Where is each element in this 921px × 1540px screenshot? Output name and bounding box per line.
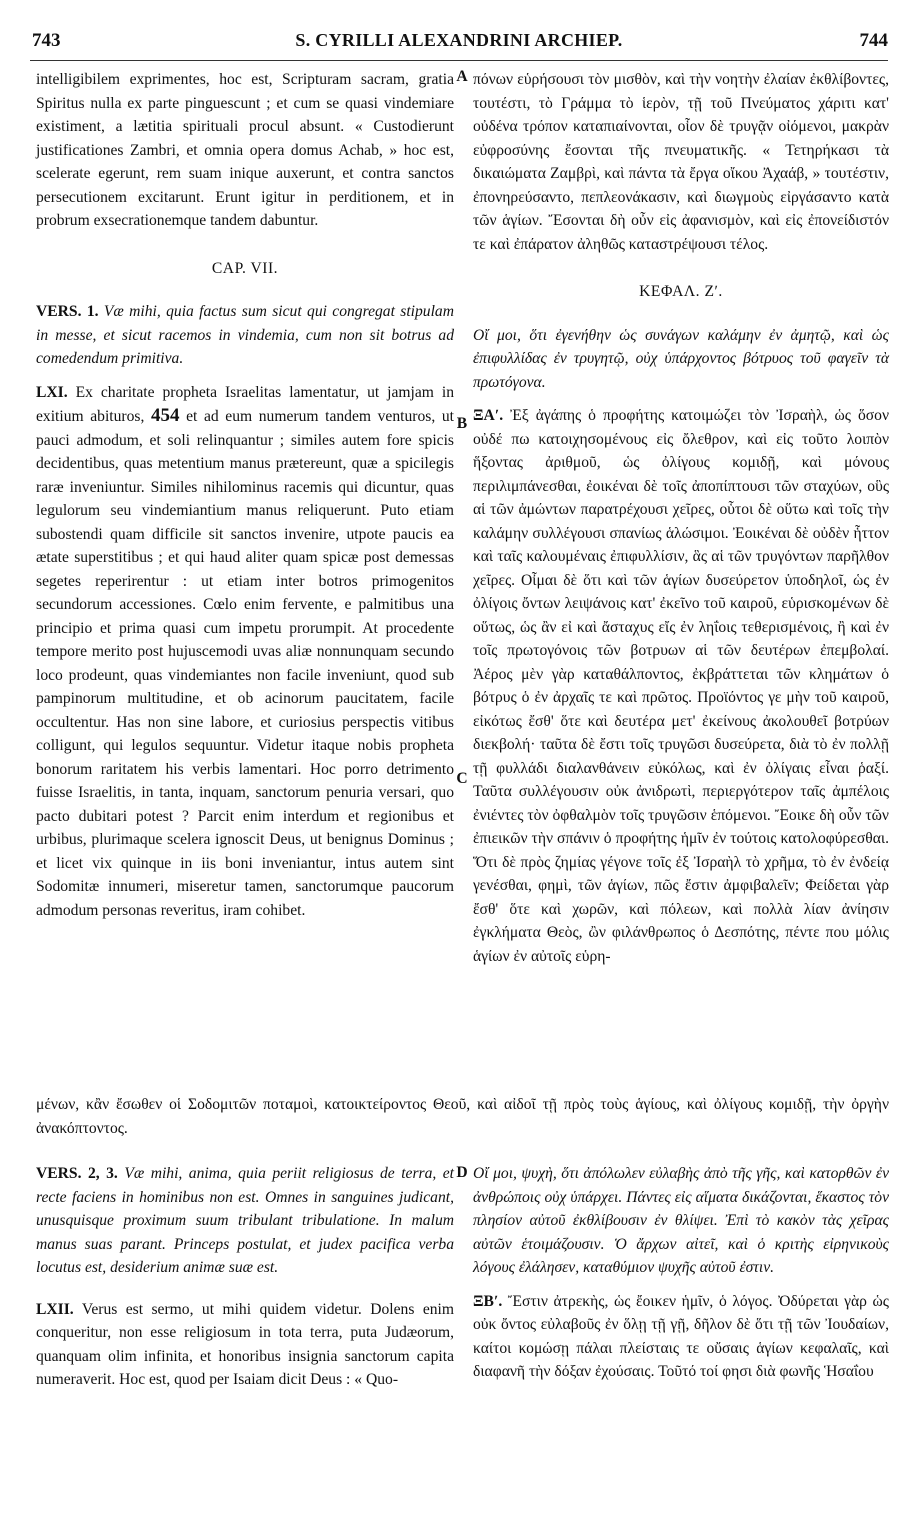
greek-continuation-text: μένων, κἂν ἔσωθεν οἱ Σοδομιτῶν ποταμοὶ, κατοικτείροντος Θεοῦ, καὶ αἰδοῖ τῇ πρὸς τοὺς ἁγίους, καὶ ὀλίγους κομιδῇ, τὴν ὀργὴν ἀνακόπτοντος. xyxy=(36,1096,889,1137)
greek-verse-1: Οἴ μοι, ὅτι ἐγενήθην ὡς συνάγων καλάμην ἐν ἀμητῷ, καὶ ὡς ἐπιφυλλίδας ἐν τρυγητῷ, οὐχ ὑπάρχοντος βότρυος τοῦ φαγεῖν τὰ πρωτόγονα. xyxy=(473,326,889,391)
latin-section-lxi-text-a: Ex charitate propheta Israelitas lamentatur, ut jamjam in exitium abituros, xyxy=(36,383,454,425)
latin-verses-2-3-label: VERS. 2, 3. xyxy=(36,1165,118,1182)
greek-section-xa-label: ΞΑʹ. xyxy=(473,407,504,424)
latin-column xyxy=(36,68,454,922)
latin-verse-1 xyxy=(36,300,454,371)
greek-chapter-heading: ΚΕΦΑΛ. Ζʹ. xyxy=(639,283,723,300)
latin-intro: intelligibilem exprimentes, hoc est, Scripturam sacram, gratia Spiritus nulla ex parte pinguescunt ; et cum se quasi vindemiare existiment, a lætitia spirituali procul absunt. « Custodierunt justificationes Zambri, et omnia opera domus Achab, » hoc est, scelerate egerunt, rem suam inique auxerunt, et contra sanctos persecutionem excitarunt. Erunt igitur in perditionem, et in probrum exsecrationemque tandem dabuntur. xyxy=(36,71,454,229)
latin-verses-2-3 xyxy=(36,1162,454,1280)
margin-letter-c: C xyxy=(456,770,468,787)
running-title: S. CYRILLI ALEXANDRINI ARCHIEP. xyxy=(295,30,623,50)
page-number-right: 744 xyxy=(859,30,888,51)
latin-verse-1-text: Væ mihi, quia factus sum sicut qui congregat stipulam in messe, et sicut racemos in vindemia, cum non sit botrus ad comedendum primitiva. xyxy=(36,303,454,367)
margin-letter-a: A xyxy=(456,68,468,85)
running-header xyxy=(30,30,888,60)
latin-chapter-heading: CAP. VII. xyxy=(211,259,279,277)
margin-letter-d: D xyxy=(456,1164,468,1181)
greek-section-xa xyxy=(473,404,889,968)
greek-verses-2-3: Οἴ μοι, ψυχὴ, ὅτι ἀπόλωλεν εὐλαβὴς ἀπὸ τῆς γῆς, καὶ κατορθῶν ἐν ἀνθρώποις οὐχ ὑπάρχει. Πάντες εἰς αἵματα δικάζονται, ἕκαστος τὸν πλησίον αὐτοῦ ἐκθλίβουσιν ἐν θλίψει. Ἐπὶ τὸ κακὸν τὰς χεῖρας αὐτῶν ἑτοιμάζουσιν. Ὁ ἄρχων αἰτεῖ, καὶ ὁ κριτὴς εἰρηνικοὺς λόγους ἐλάλησεν, καταθύμιον ψυχῆς αὐτοῦ ἐστιν. xyxy=(473,1165,889,1276)
latin-section-lxii-label: LXII. xyxy=(36,1300,74,1318)
greek-intro: πόνων εὑρήσουσι τὸν μισθὸν, καὶ τὴν νοητὴν ἐλαίαν ἐκθλίβοντες, τουτέστι, τὸ Γράμμα τὸ ἱερὸν, τῇ τοῦ Πνεύματος χάριτι κατ' οὐδένα τρόπον καταπιαίνονται, οἷον δὲ τρυγᾷν οἰόμενοι, μακρὰν εὐφροσύνης ἔσονται τῆς πνευματικῆς. « Τετηρήκασι τὰ δικαιώματα Ζαμβρὶ, καὶ πάντα τὰ ἔργα οἴκου Ἀχαάβ, » τουτέστιν, ἐπονηρεύσαντο, πεπλεονάκασιν, καὶ διωγμοὺς εἰργάσαντο κατὰ τῶν ἁγίων. Ἔσονται δὴ οὖν εἰς ἀφανισμὸν, καὶ εἰς ἐπονείδιστόν τε καὶ ἐπάρατον ἀληθῶς καταστρέψουσι τέλος. xyxy=(473,71,889,253)
greek-lower-column xyxy=(473,1162,889,1384)
greek-full-width-continuation xyxy=(36,1093,889,1140)
greek-section-xa-text: Ἐξ ἀγάπης ὁ προφήτης κατοιμώζει τὸν Ἰσραὴλ, ὡς ὅσον οὐδέ πω κατοιχησομένους εἰς ὄλεθρον, καὶ εἰς τοῦτο λοιπὸν ἥξοντας ἀριθμοῦ, ὡς ὀλίγους κομιδῇ, καὶ μόνους περιλιμπάνεσθαι, ἐοικέναι δὲ τοῖς ἀποπίπτουσι τῶν σταχύων, οὓς αἱ τῶν ἀμώντων παρατρέχουσι χεῖρες, οὗτοι δὲ οὕτω καὶ τοῖς τὴν καλάμην συλλέγουσι σπανίως ἁλώσιμοι. Ἐοικέναι δὲ οὐδὲν ἧττον καὶ ταῖς καλουμέναις ἐπιφυλλίσιν, ἃς αἱ τῶν τρυγόντων παρῆλθον χεῖρες. Οἶμαι δὲ ὅτι καὶ τῶν ἁγίων δυσεύρετον ὑποδηλοῖ, ὡς ἐν ὀλίγοις ὄντων λειψάνοις κατ' ἐκεῖνο τοῦ καιροῦ, εὑρισκομένων δὲ οὕτως, ὡς ἂν εἰ καὶ ἄσταχυς εἴς ἐν ληΐοις τεθερισμένοις, ἢ καὶ ἐν τοῖς πρωτογόνοις τῶν βοτρυων αἱ τῶν δευτέρων ἐπεμβολαί. Ἀέρος μὲν γὰρ καταθάλποντος, ἐκβράττεται τῶν κλημάτων ὁ βότρυς ὁ ἐν ἀρχαῖς τε καὶ πρῶτος. Προϊόντος γε μὴν τοῦ καιροῦ, εἰκότως ἔσθ' ὅτε καὶ δευτέρα μετ' ἐκείνους ἀκολουθεῖ βοτρύων διεκβολή· ταῦτα δὲ ἔστι τοῖς τρυγῶσι δυσεύρετα, διὰ τὸ ἐν πολλῇ τῇ φυλλάδι διαλανθάνειν εὐκόλως, καὶ ἐν ὀλίγαις εἶναι ῥαξί. Ταῦτα συλλέγουσιν οὐκ ἀνιδρωτὶ, περιεργότερον ταῖς ἀμπέλοις ἐνιέντες τὸν ὀφθαλμὸν τοῖς τρυγῶσιν ἑπόμενοι. Ἔοικε δὴ οὖν τῶν ἐπιεικῶν τὴν σπάνιν ὁ προφήτης ἡμῖν ἐν τούτοις κατολοφύρεσθαι. Ὅτι δὲ πρὸς ζημίας γέγονε τοῖς ἐξ Ἰσραὴλ τὸ χρῆμα, τὸ ἐν ἐνδείᾳ γενέσθαι, φημὶ, τῶν ἁγίων, πῶς ἔστιν ἀμφιβαλεῖν; Φείδεται γὰρ ἔσθ' ὅτε καὶ χωρῶν, καὶ πόλεων, καὶ πολλὰ λίαν ἀνίησιν ἐγκλήματα Θεὸς, ὢν φιλάνθρωπος ὁ Δεσπότης, πέντε που μόλις ἁγίων ἐν αὐτοῖς εὑρη- xyxy=(473,407,889,965)
latin-section-lxi xyxy=(36,381,454,923)
greek-section-xb-text: Ἔστιν ἀτρεκὴς, ὡς ἔοικεν ἡμῖν, ὁ λόγος. Ὀδύρεται γὰρ ὡς οὐκ ὄντος εὐλαβοῦς ἐν ὅλῃ τῇ γῇ, δῆλον δὲ ὅτι τῇ τῶν Ἰουδαίων, καίτοι κομώσῃ πάλαι πλείσταις τε οὔσαις ἁγίων κεφαλαῖς, καὶ διαφανῆ τὴν δόξαν ἐχούσαις. Τοῦτό τοί φησι διὰ φωνῆς Ἡσαΐου xyxy=(473,1292,889,1380)
latin-section-lxi-label: LXI. xyxy=(36,383,68,401)
latin-section-lxi-text-b: et ad eum numerum tandem venturos, ut pauci admodum, et soli relinquantur ; similes autem fore spicis decidentibus, quas metentium manus prætereunt, quæ a spicilegis raræ inveniuntur. Similes nihilominus racemis qui dicuntur, quas legulorum seu vindemiantium manus reliquerunt. Puto etiam subostendi quam difficile sit sanctos invenire, utpote paucis ea ætate superstitibus ; et qui haud aliter quam spicæ post demessas segetes reperirentur : ut etiam inter botros primogenitos secundorum accessiones. Cœlo enim fervente, e palmitibus una principio et prima quasi cum impetu prorumpit. At procedente tempore merito post hujuscemodi uvas aliæ nonnunquam secundo loco prodeunt, quas vindemiantes non facile inveniunt, quod sub pampinorum multitudine, et ob acinorum paucitatem, facile occultentur. Has non sine labore, et curiosius perspectis vitibus colligunt, qui legulos sequuntur. Videtur itaque nobis propheta bonorum raritatem his verbis lamentari. Hoc porro detrimento fuisse Israelitis, in tanta, inquam, sanctorum penuria versari, quo pacto dubitari potest ? Parcit enim interdum et regionibus et urbibus, plurimaque scelera ignoscit Deus, ut benignus Dominus ; et licet vix quinque in iis boni inveniantur, intus autem sint Sodomitæ innumeri, miseretur tamen, sanctorumque paucorum admodum personas reveritus, iram cohibet. xyxy=(36,408,454,919)
margin-letter-b: B xyxy=(456,415,468,432)
greek-section-xb xyxy=(473,1290,889,1384)
latin-verse-1-label: VERS. 1. xyxy=(36,303,99,320)
greek-column xyxy=(473,68,889,968)
header-rule xyxy=(30,60,888,61)
latin-verses-2-3-text: Væ mihi, anima, quia periit religiosus de terra, et recte faciens in hominibus non est. Omnes in sanguines judicant, unusquisque proximum suum tribulant tribulatione. In malum manus suas parant. Princeps postulat, et judex pacifica verba locutus est, desiderium animæ suæ est. xyxy=(36,1165,454,1276)
greek-section-xb-label: ΞΒʹ. xyxy=(473,1292,503,1310)
latin-column-number: 454 xyxy=(151,405,180,426)
latin-section-lxii xyxy=(36,1298,454,1392)
latin-lower-column xyxy=(36,1162,454,1392)
page-number-left: 743 xyxy=(32,30,61,51)
latin-section-lxii-text: Verus est sermo, ut mihi quidem videtur. Dolens enim conqueritur, non esse religiosum in tota terra, puta Judæorum, quanquam olim infinita, et honoribus insignia sanctorum capita numeraverit. Hoc est, quod per Isaiam dicit Deus : « Quo- xyxy=(36,1300,455,1388)
